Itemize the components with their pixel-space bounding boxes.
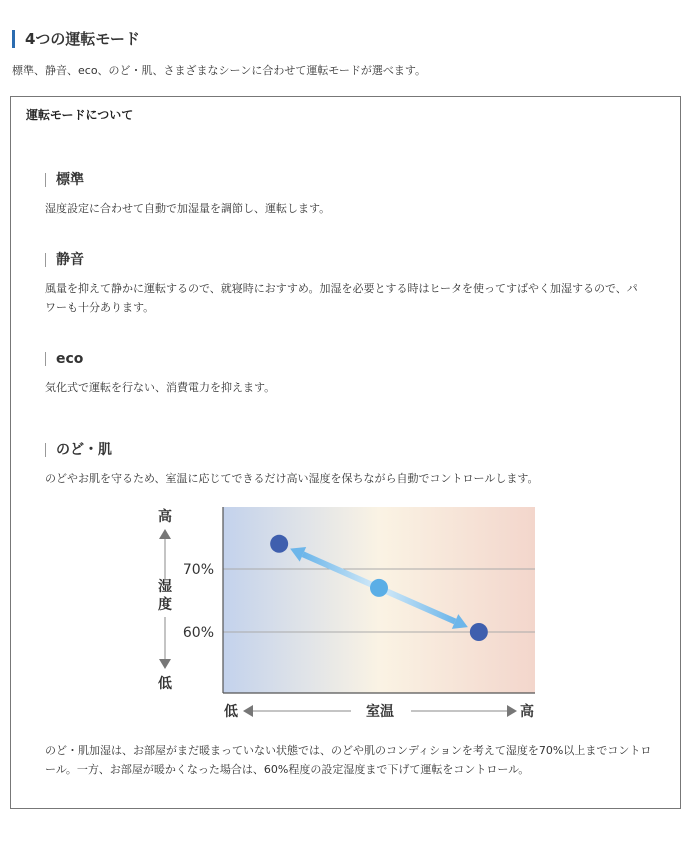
y-tick-60: 60% [182, 625, 214, 641]
x-arrow-left-icon [243, 705, 253, 717]
x-label-temperature: 室温 [366, 704, 394, 720]
y-label-humidity-2: 度 [158, 597, 172, 613]
mode-desc-standard: 湿度設定に合わせて自動で加湿量を調節し、運転します。 [45, 202, 331, 215]
mode-desc-throat-skin: のどやお肌を守るため、室温に応じてできるだけ高い湿度を保ちながら自動でコントロールします。 [45, 472, 539, 485]
humidity-temperature-diagram [151, 499, 551, 729]
point-mid-temp [370, 579, 388, 597]
x-arrow-right-icon [507, 705, 517, 717]
y-label-high: 高 [158, 509, 172, 525]
footer-note: のど・肌加湿は、お部屋がまだ暖まっていない状態では、のどや肌のコンディションを考えて湿度を70%以上までコントロール。一方、お部屋が暖かくなった場合は、60%程度の設定湿度まで下げて運転をコントロール。 [45, 744, 652, 776]
mode-heading-quiet: 静音 [45, 253, 84, 267]
section-intro: 標準、静音、eco、のど・肌、さまざまなシーンに合わせて運転モードが選べます。 [12, 64, 427, 77]
y-arrow-up-icon [159, 529, 171, 539]
point-low-temp [270, 535, 288, 553]
mode-desc-eco: 気化式で運転を行ない、消費電力を抑えます。 [45, 381, 276, 394]
mode-info-box [10, 96, 681, 809]
y-label-low: 低 [158, 676, 172, 692]
mode-heading-standard: 標準 [45, 173, 84, 187]
section-title: 4つの運転モード [12, 30, 140, 48]
y-label-humidity-1: 湿 [158, 579, 172, 595]
y-tick-70: 70% [182, 562, 214, 578]
plot-background [223, 507, 535, 693]
point-high-temp [470, 623, 488, 641]
mode-desc-quiet: 風量を抑えて静かに運転するので、就寝時におすすめ。加湿を必要とする時はヒータを使ってすばやく加湿するので、パワーも十分あります。 [45, 282, 638, 314]
box-title: 運転モードについて [26, 108, 134, 122]
x-label-low: 低 [224, 704, 238, 720]
mode-heading-throat-skin: のど・肌 [45, 443, 112, 457]
mode-heading-eco: eco [45, 352, 83, 366]
y-arrow-down-icon [159, 659, 171, 669]
x-label-high: 高 [520, 704, 534, 720]
